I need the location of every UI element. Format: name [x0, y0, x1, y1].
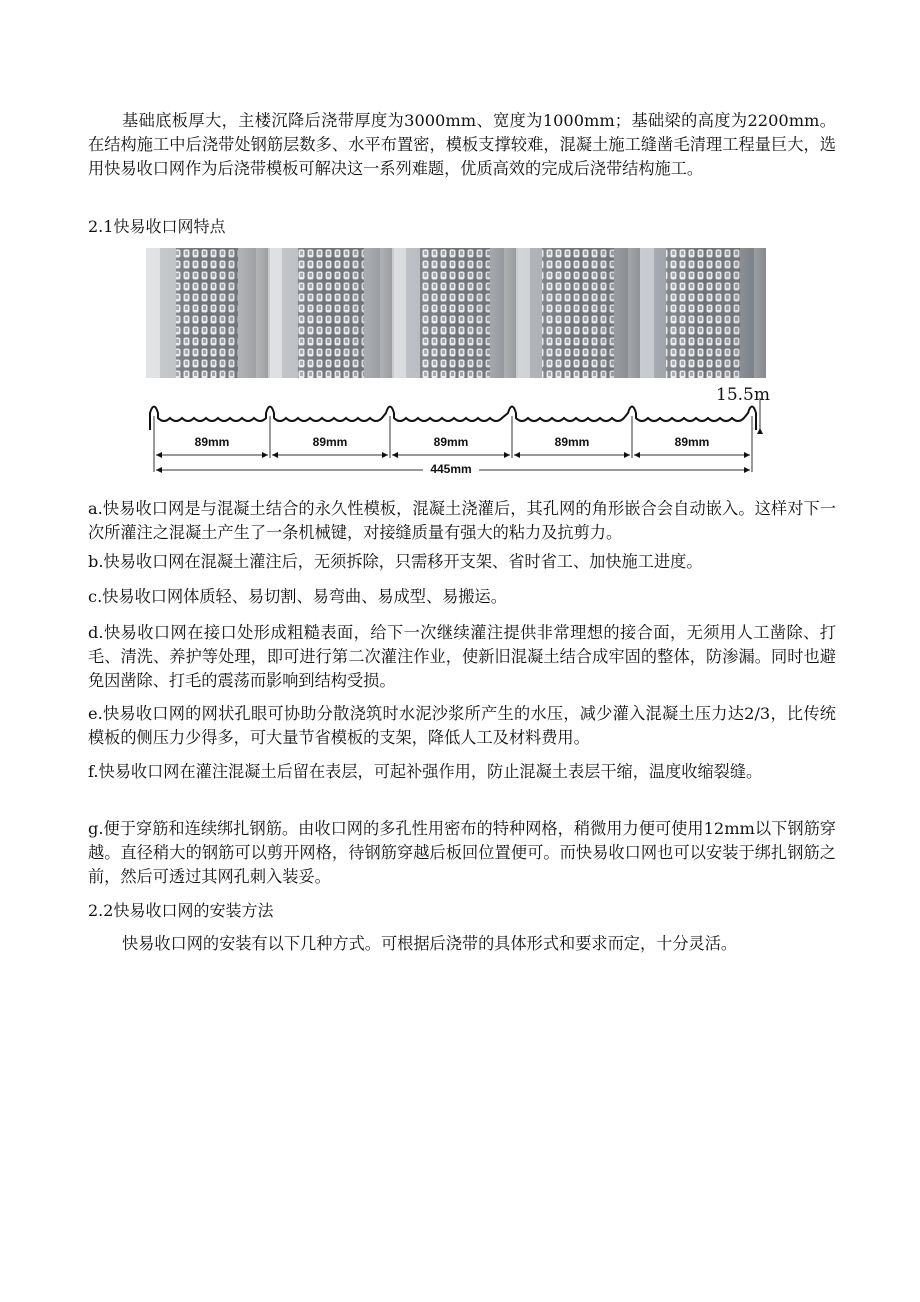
segment-label: 89mm: [194, 435, 230, 449]
mesh-photo-graphic: [146, 248, 766, 378]
feature-item-e: e.快易收口网的网状孔眼可协助分散浇筑时水泥沙浆所产生的水压，减少灌入混凝土压力达2/3，比传统模板的侧压力少得多，可大量节省模板的支架，降低人工及材料费用。: [88, 704, 836, 747]
feature-item-g: g.便于穿筋和连续绑扎钢筋。由收口网的多孔性用密布的特种网格，稍微用力便可使用12mm以下钢筋穿越。直径稍大的钢筋可以剪开网格，待钢筋穿越后板回位置便可。而快易收口网也可以安装于绑扎钢筋之前，然后可透过其网孔刺入装妥。: [88, 819, 836, 886]
feature-item-b: b.快易收口网在混凝土灌注后，无须拆除，只需移开支架、省时省工、加快施工进度。: [88, 552, 703, 571]
total-width-label: 445mm: [430, 462, 472, 476]
mesh-photo: [146, 248, 766, 378]
feature-item-d: d.快易收口网在接口处形成粗糙表面，给下一次继续灌注提供非常理想的接合面，无须用人工凿除、打毛、清洗、养护等处理，即可进行第二次灌注作业，使新旧混凝土结合成牢固的整体，防渗漏。同时也避免因凿除、打毛的震荡而影响到结构受损。: [88, 623, 836, 690]
install-intro-paragraph: 快易收口网的安装有以下几种方式。可根据后浇带的具体形式和要求而定，十分灵活。: [122, 934, 738, 953]
feature-item-a: a.快易收口网是与混凝土结合的永久性模板，混凝土浇灌后，其孔网的角形嵌合会自动嵌入。这样对下一次所灌注之混凝土产生了一条机械键，对接缝质量有强大的粘力及抗剪力。: [88, 499, 836, 542]
height-label: 15.5m: [716, 385, 770, 405]
profile-diagram: [140, 380, 780, 480]
feature-item-c: c.快易收口网体质轻、易切割、易弯曲、易成型、易搬运。: [88, 587, 507, 606]
section-heading-install: 2.2快易收口网的安装方法: [88, 901, 274, 920]
segment-label: 89mm: [674, 435, 710, 449]
section-heading-features: 2.1快易收口网特点: [88, 217, 226, 236]
segment-label: 89mm: [312, 435, 348, 449]
feature-item-f: f.快易收口网在灌注混凝土后留在表层，可起补强作用，防止混凝土表层干缩，温度收缩裂缝。: [88, 762, 763, 781]
profile-diagram-graphic: [140, 380, 780, 480]
intro-paragraph: 基础底板厚大，主楼沉降后浇带厚度为3000mm、宽度为1000mm；基础梁的高度为2200mm。在结构施工中后浇带处钢筋层数多、水平布置密，模板支撑较难，混凝土施工缝凿毛清理工程量巨大，选用快易收口网作为后浇带模板可解决这一系列难题，优质高效的完成后浇带结构施工。: [88, 111, 836, 178]
segment-label: 89mm: [554, 435, 590, 449]
segment-label: 89mm: [433, 435, 469, 449]
